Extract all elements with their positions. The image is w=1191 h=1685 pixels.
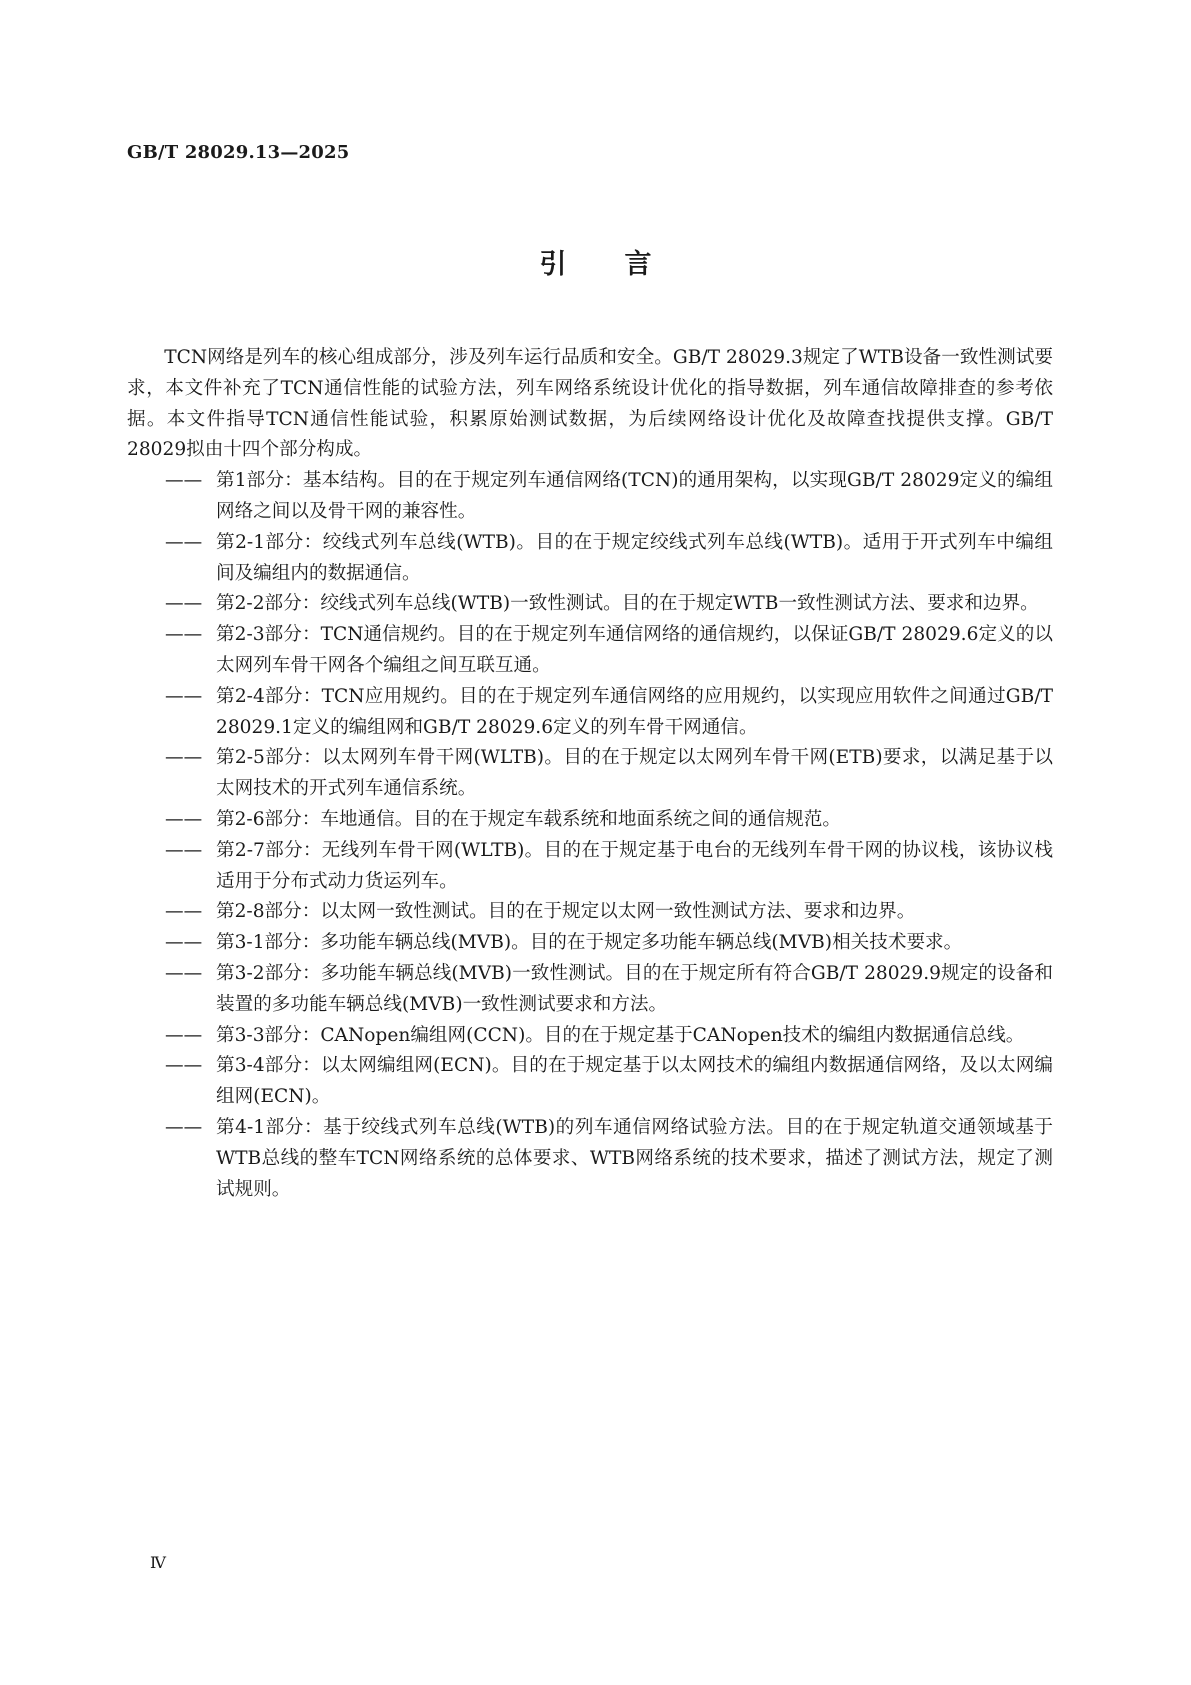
- list-item: [165, 897, 1053, 928]
- page-title: 引言: [539, 249, 710, 280]
- dash-marker: ——: [165, 808, 203, 830]
- list-item: [165, 528, 1053, 590]
- dash-marker: ——: [165, 1024, 203, 1046]
- list-item-text: 第1部分：基本结构。目的在于规定列车通信网络(TCN)的通用架构，以实现GB/T 28029定义的编组网络之间以及骨干网的兼容性。: [216, 470, 1053, 522]
- dash-marker: ——: [165, 685, 203, 707]
- list-item: [165, 682, 1053, 744]
- list-item-text: 第4-1部分：基于绞线式列车总线(WTB)的列车通信网络试验方法。目的在于规定轨道交通领域基于WTB总线的整车TCN网络系统的总体要求、WTB网络系统的技术要求，描述了测试方法，规定了测试规则。: [216, 1116, 1053, 1200]
- list-item-text: 第2-6部分：车地通信。目的在于规定车载系统和地面系统之间的通信规范。: [216, 808, 841, 830]
- list-item-text: 第2-4部分：TCN应用规约。目的在于规定列车通信网络的应用规约，以实现应用软件之间通过GB/T 28029.1定义的编组网和GB/T 28029.6定义的列车骨干网通信。: [216, 685, 1053, 738]
- list-item-text: 第2-1部分：绞线式列车总线(WTB)。目的在于规定绞线式列车总线(WTB)。适用于开式列车中编组间及编组内的数据通信。: [216, 531, 1053, 584]
- list-item: [165, 620, 1053, 682]
- dash-marker: ——: [165, 1116, 203, 1138]
- list-item-text: 第3-4部分：以太网编组网(ECN)。目的在于规定基于以太网技术的编组内数据通信网络，及以太网编组网(ECN)。: [216, 1055, 1053, 1108]
- intro-paragraph: TCN网络是列车的核心组成部分，涉及列车运行品质和安全。GB/T 28029.3规定了WTB设备一致性测试要求，本文件补充了TCN通信性能的试验方法，列车网络系统设计优化的指导数据，列车通信故障排查的参考依据。本文件指导TCN通信性能试验，积累原始测试数据，为后续网络设计优化及故障查找提供支撑。GB/T 28029拟由十四个部分构成。: [127, 347, 1053, 461]
- list-item: [165, 1051, 1053, 1113]
- dash-marker: ——: [165, 470, 203, 492]
- list-item-text: 第2-5部分：以太网列车骨干网(WLTB)。目的在于规定以太网列车骨干网(ETB)要求，以满足基于以太网技术的开式列车通信系统。: [216, 747, 1053, 800]
- page-number: Ⅳ: [150, 1553, 166, 1572]
- standard-code: GB/T 28029.13—2025: [127, 142, 350, 163]
- list-item: [165, 836, 1053, 898]
- dash-marker: ——: [165, 932, 203, 954]
- dash-marker: ——: [165, 839, 203, 861]
- list-item: [165, 959, 1053, 1021]
- list-item-text: 第3-1部分：多功能车辆总线(MVB)。目的在于规定多功能车辆总线(MVB)相关技术要求。: [216, 932, 963, 954]
- list-item: [165, 743, 1053, 805]
- list-item-text: 第2-3部分：TCN通信规约。目的在于规定列车通信网络的通信规约，以保证GB/T 28029.6定义的以太网列车骨干网各个编组之间互联互通。: [216, 624, 1053, 676]
- dash-marker: ——: [165, 747, 203, 769]
- dash-marker: ——: [165, 624, 203, 646]
- list-item: [165, 805, 1053, 836]
- list-item: [165, 466, 1053, 528]
- list-item-text: 第3-3部分：CANopen编组网(CCN)。目的在于规定基于CANopen技术的编组内数据通信总线。: [216, 1024, 1025, 1046]
- list-item: [165, 1113, 1053, 1205]
- list-item-text: 第2-2部分：绞线式列车总线(WTB)一致性测试。目的在于规定WTB一致性测试方法、要求和边界。: [216, 593, 1039, 615]
- list-item: [165, 1021, 1053, 1052]
- dash-marker: ——: [165, 531, 203, 553]
- list-item: [165, 589, 1053, 620]
- list-item: [165, 928, 1053, 959]
- dash-marker: ——: [165, 1055, 203, 1077]
- dash-marker: ——: [165, 962, 203, 984]
- dash-marker: ——: [165, 901, 203, 923]
- list-item-text: 第2-8部分：以太网一致性测试。目的在于规定以太网一致性测试方法、要求和边界。: [216, 901, 916, 923]
- dash-marker: ——: [165, 593, 203, 615]
- body-text: [127, 343, 1053, 1205]
- list-item-text: 第3-2部分：多功能车辆总线(MVB)一致性测试。目的在于规定所有符合GB/T 28029.9规定的设备和装置的多功能车辆总线(MVB)一致性测试要求和方法。: [216, 962, 1053, 1015]
- list-item-text: 第2-7部分：无线列车骨干网(WLTB)。目的在于规定基于电台的无线列车骨干网的协议栈，该协议栈适用于分布式动力货运列车。: [216, 839, 1053, 892]
